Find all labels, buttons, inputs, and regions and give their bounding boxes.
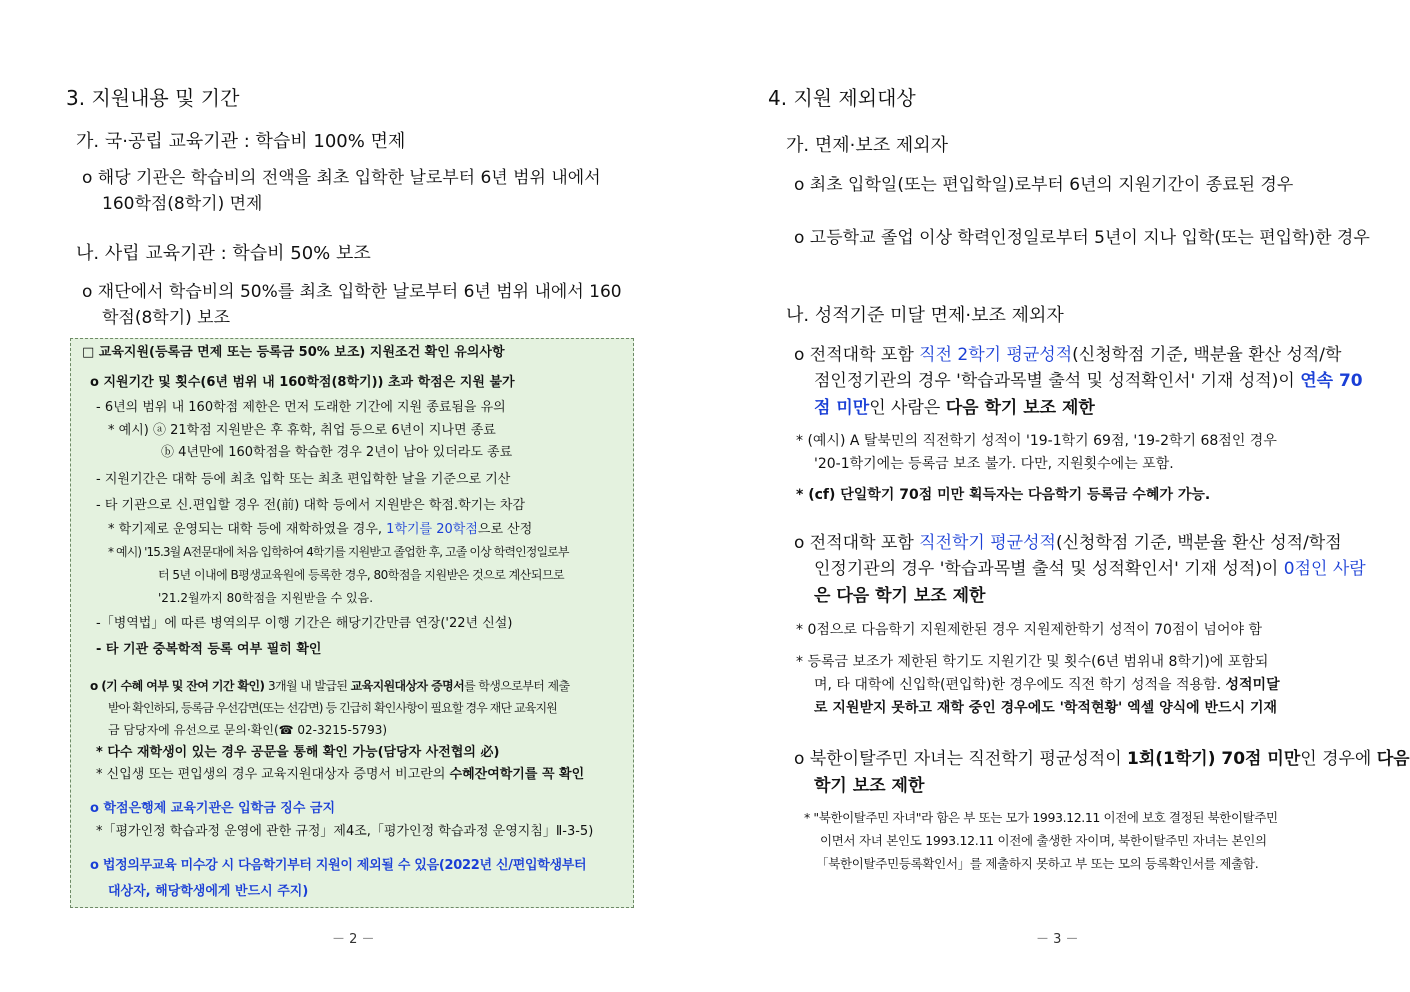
para-text: 인 사람은: [869, 398, 946, 418]
notice-line: [108, 519, 532, 541]
notice-text: 으로 산정: [477, 522, 533, 537]
notice-text: o (기 수혜 여부 및 잔여 기간 확인): [90, 679, 268, 693]
notice-line: - 지원기간은 대학 등에 최초 입학 또는 최초 편입학한 날을 기준으로 기산: [96, 472, 511, 487]
notice-line: 금 담당자에 유선으로 문의·확인(☎ 02-3215-5793): [108, 723, 388, 737]
para-text: o 북한이탈주민 자녀는 직전학기 평균성적이: [794, 749, 1128, 769]
note-line: 「북한이탈주민등록확인서」를 제출하지 못하고 부 또는 모의 등록확인서를 제출함.: [816, 856, 1259, 871]
notice-line: ⓑ 4년만에 160학점을 학습한 경우 2년이 남아 있더라도 종료: [161, 445, 513, 460]
subsection-na-title: 나. 사립 교육기관 : 학습비 50% 보조: [76, 243, 371, 264]
note-line: * 등록금 보조가 제한된 학기도 지원기간 및 횟수(6년 범위내 8학기)에 포함되: [796, 654, 1269, 670]
para-3-line: [794, 747, 1410, 772]
notice-text: 교육지원대상자 증명서: [350, 679, 465, 693]
note-line: '20-1학기에는 등록금 보조 불가. 다만, 지원횟수에는 포함.: [814, 456, 1174, 472]
notice-line: o 학점은행제 교육기관은 입학금 징수 금지: [90, 801, 336, 816]
para-1-line: [814, 369, 1363, 394]
para-highlight: 점 미만: [814, 398, 870, 418]
notice-line: - 타 기관 중복학적 등록 여부 필히 확인: [96, 642, 322, 657]
section-3-title: 3. 지원내용 및 기간: [66, 86, 240, 110]
para-text: (신청학점 기준, 백분율 환산 성적/학점: [1055, 533, 1342, 553]
subsection-na-title: 나. 성적기준 미달 면제·보조 제외자: [786, 305, 1064, 326]
para-highlight: 직전 2학기 평균성적: [919, 345, 1073, 365]
page-number: － 2 －: [332, 932, 375, 947]
para-1-line: [814, 396, 1095, 421]
note-line: 로 지원받지 못하고 재학 중인 경우에도 '학적현황' 엑셀 양식에 반드시 기재: [814, 700, 1278, 716]
para-highlight: 연속 70: [1300, 371, 1363, 391]
note-line: * "북한이탈주민 자녀"라 함은 부 또는 모가 1993.12.11 이전에 보호 결정된 북한이탈주민: [804, 810, 1278, 825]
ga-body-line-1: o 해당 기관은 학습비의 전액을 최초 입학한 날로부터 6년 범위 내에서: [82, 168, 601, 188]
notice-text: * 학기제로 운영되는 대학 등에 재학하였을 경우,: [108, 522, 387, 537]
para-3-line: 학기 보조 제한: [814, 776, 925, 796]
notice-line: o 법정의무교육 미수강 시 다음학기부터 지원이 제외될 수 있음(2022년 신/편입학생부터: [90, 858, 587, 873]
ga-bullet-2: o 고등학교 졸업 이상 학력인정일로부터 5년이 지나 입학(또는 편입학)한 경우: [794, 228, 1370, 248]
note-line: * (예시) A 탈북민의 직전학기 성적이 '19-1학기 69점, '19-2학기 68점인 경우: [796, 433, 1277, 449]
notice-line: 대상자, 해당학생에게 반드시 주지): [108, 884, 309, 899]
page-2: [0, 0, 700, 992]
para-text: 점인정기관의 경우 '학습과목별 출석 및 성적확인서' 기재 성적)이: [814, 371, 1301, 391]
para-text: 1회(1학기) 70점 미만: [1127, 749, 1301, 769]
para-2-line: [794, 531, 1342, 556]
ga-bullet-1: o 최초 입학일(또는 편입학일)로부터 6년의 지원기간이 종료된 경우: [794, 175, 1294, 195]
para-text: o 전적대학 포함: [794, 533, 920, 553]
notice-line: * 예시) '15.3월 A전문대에 처음 입학하여 4학기를 지원받고 졸업한 후, 고졸 이상 학력인정일로부: [108, 545, 569, 559]
notice-line: [90, 675, 569, 697]
notice-line: 터 5년 이내에 B평생교육원에 등록한 경우, 80학점을 지원받은 것으로 계산되므로: [158, 568, 565, 582]
notice-line: -「병역법」에 따른 병역의무 이행 기간은 해당기간만큼 연장('22년 신설): [96, 616, 513, 631]
subsection-ga-title: 가. 국·공립 교육기관 : 학습비 100% 면제: [76, 131, 406, 152]
para-text: 다음: [1376, 749, 1410, 769]
page-3: [700, 0, 1410, 992]
notice-box-title: □ 교육지원(등록금 면제 또는 등록금 50% 보조) 지원조건 확인 유의사항: [82, 345, 505, 360]
page-number: － 3 －: [1036, 932, 1079, 947]
para-text: 인 경우에: [1300, 749, 1377, 769]
na-body-line-2: 학점(8학기) 보조: [102, 308, 231, 328]
para-text: o 전적대학 포함: [794, 345, 920, 365]
notice-text: 수혜잔여학기를 꼭 확인: [449, 767, 585, 782]
notice-line: [96, 764, 584, 786]
para-1-line: [794, 343, 1341, 368]
notice-line: - 6년의 범위 내 160학점 제한은 먼저 도래한 기간에 지원 종료됨을 유의: [96, 400, 506, 415]
notice-line: *「평가인정 학습과정 운영에 관한 규정」제4조,「평가인정 학습과정 운영지침」Ⅱ-3-5): [96, 824, 594, 839]
notice-line: '21.2월까지 80학점을 지원받을 수 있음.: [158, 591, 374, 605]
notice-text: 3개월 내 발급된: [267, 679, 351, 693]
notice-line: 받아 확인하되, 등록금 우선감면(또는 선감면) 등 긴급히 확인사항이 필요할 경우 재단 교육지원: [108, 701, 557, 715]
note-line: * 0점으로 다음학기 지원제한된 경우 지원제한학기 성적이 70점이 넘어야 함: [796, 622, 1262, 638]
subsection-ga-title: 가. 면제·보조 제외자: [786, 135, 948, 156]
section-4-title: 4. 지원 제외대상: [768, 86, 916, 110]
note-line: [814, 674, 1280, 696]
notice-line: - 타 기관으로 신.편입할 경우 전(前) 대학 등에서 지원받은 학점.학기는 차감: [96, 498, 526, 513]
notice-highlight: 1학기를 20학점: [386, 522, 478, 537]
notice-line: * 다수 재학생이 있는 경우 공문을 통해 확인 가능(담당자 사전협의 必): [96, 745, 500, 760]
para-text: 인정기관의 경우 '학습과목별 출석 및 성적확인서' 기재 성적)이: [814, 559, 1284, 579]
notice-line: o 지원기간 및 횟수(6년 범위 내 160학점(8학기)) 초과 학점은 지원 불가: [90, 375, 515, 390]
para-2-line: [814, 557, 1366, 582]
notice-text: * 신입생 또는 편입생의 경우 교육지원대상자 증명서 비고란의: [96, 767, 450, 782]
note-line: 이면서 자녀 본인도 1993.12.11 이전에 출생한 자이며, 북한이탈주민 자녀는 본인의: [820, 833, 1267, 848]
na-body-line-1: o 재단에서 학습비의 50%를 최초 입학한 날로부터 6년 범위 내에서 160: [82, 282, 622, 302]
note-text: 성적미달: [1225, 677, 1280, 693]
para-2-line: 은 다음 학기 보조 제한: [814, 586, 986, 606]
notice-text: 를 학생으로부터 제출: [464, 679, 570, 693]
ga-body-line-2: 160학점(8학기) 면제: [102, 194, 263, 214]
para-text: (신청학점 기준, 백분율 환산 성적/학: [1072, 345, 1342, 365]
note-line: * (cf) 단일학기 70점 미만 획득자는 다음학기 등록금 수혜가 가능.: [796, 487, 1211, 503]
para-text: 다음 학기 보조 제한: [945, 398, 1095, 418]
notice-line: * 예시) ⓐ 21학점 지원받은 후 휴학, 취업 등으로 6년이 지나면 종료: [108, 423, 496, 438]
para-highlight: 직전학기 평균성적: [919, 533, 1056, 553]
note-text: 며, 타 대학에 신입학(편입학)한 경우에도 직전 학기 성적을 적용함.: [814, 677, 1226, 693]
para-highlight: 0점인 사람: [1283, 559, 1366, 579]
